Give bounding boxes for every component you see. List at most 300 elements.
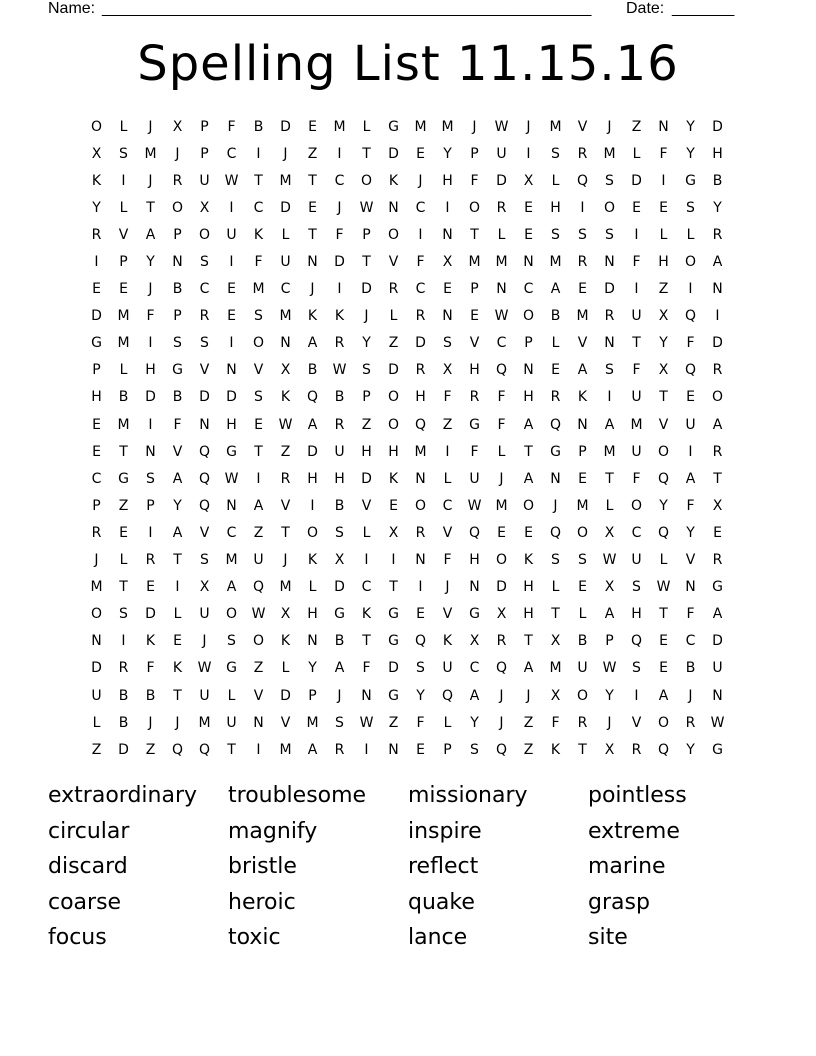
- grid-cell: X: [658, 362, 669, 379]
- grid-cell: W: [602, 552, 617, 569]
- grid-cell: Y: [416, 687, 425, 704]
- grid-cell: K: [91, 172, 102, 189]
- grid-cell: Z: [523, 741, 534, 758]
- grid-cell: S: [632, 579, 641, 596]
- grid-cell: Q: [495, 660, 508, 677]
- grid-cell: R: [91, 226, 102, 243]
- grid-cell: L: [443, 470, 452, 487]
- word-bank-item: discard: [48, 854, 128, 879]
- grid-cell: M: [441, 118, 454, 135]
- name-label: Name:: [48, 0, 96, 17]
- grid-cell: T: [308, 226, 317, 243]
- grid-cell: F: [686, 335, 695, 352]
- grid-cell: D: [496, 579, 507, 596]
- grid-cell: T: [578, 741, 587, 758]
- grid-cell: U: [577, 660, 588, 677]
- grid-cell: J: [526, 687, 531, 704]
- grid-cell: T: [308, 172, 317, 189]
- word-bank-item: extreme: [588, 818, 680, 844]
- grid-cell: Z: [253, 660, 264, 677]
- grid-cell: N: [91, 633, 102, 650]
- grid-cell: W: [494, 118, 509, 135]
- grid-cell: B: [577, 633, 588, 650]
- grid-cell: X: [442, 362, 453, 379]
- grid-cell: D: [388, 660, 399, 677]
- grid-cell: X: [199, 199, 210, 216]
- grid-cell: L: [119, 199, 128, 216]
- grid-cell: R: [415, 308, 426, 325]
- grid-cell: R: [199, 308, 210, 325]
- grid-cell: X: [172, 118, 183, 135]
- grid-cell: P: [362, 226, 371, 243]
- grid-cell: S: [551, 145, 560, 162]
- grid-cell: U: [199, 606, 210, 623]
- grid-cell: M: [117, 416, 130, 433]
- grid-cell: M: [549, 118, 562, 135]
- grid-cell: V: [442, 606, 453, 623]
- grid-cell: E: [254, 416, 263, 433]
- grid-cell: C: [631, 524, 642, 541]
- grid-cell: L: [551, 579, 560, 596]
- grid-cell: E: [686, 389, 695, 406]
- grid-cell: F: [470, 443, 479, 460]
- grid-cell: Q: [252, 579, 265, 596]
- grid-cell: I: [121, 633, 126, 650]
- grid-cell: S: [632, 660, 641, 677]
- grid-cell: G: [712, 741, 723, 758]
- grid-cell: K: [550, 741, 561, 758]
- grid-cell: T: [389, 579, 398, 596]
- grid-cell: B: [712, 172, 723, 189]
- grid-cell: O: [225, 606, 238, 623]
- grid-cell: J: [175, 714, 180, 731]
- grid-cell: R: [415, 524, 426, 541]
- grid-cell: T: [659, 389, 668, 406]
- word-bank-item: toxic: [228, 925, 281, 950]
- grid-cell: D: [280, 199, 291, 216]
- grid-cell: M: [630, 416, 643, 433]
- grid-cell: D: [199, 389, 210, 406]
- grid-cell: R: [604, 308, 615, 325]
- grid-cell: V: [577, 118, 588, 135]
- grid-cell: N: [550, 470, 561, 487]
- grid-cell: S: [686, 199, 695, 216]
- grid-cell: Z: [361, 416, 372, 433]
- grid-cell: L: [551, 335, 560, 352]
- grid-cell: S: [605, 226, 614, 243]
- grid-cell: L: [119, 362, 128, 379]
- grid-cell: F: [173, 416, 182, 433]
- grid-cell: E: [524, 199, 533, 216]
- grid-cell: J: [364, 308, 369, 325]
- grid-cell: M: [117, 308, 130, 325]
- grid-cell: J: [337, 199, 342, 216]
- grid-cell: Q: [549, 524, 562, 541]
- grid-cell: F: [497, 416, 506, 433]
- grid-cell: C: [253, 199, 264, 216]
- grid-cell: R: [577, 254, 588, 271]
- grid-cell: M: [279, 172, 292, 189]
- grid-cell: Z: [658, 281, 669, 298]
- grid-cell: S: [254, 389, 263, 406]
- grid-cell: N: [280, 335, 291, 352]
- grid-cell: I: [256, 741, 261, 758]
- grid-cell: M: [198, 714, 211, 731]
- grid-cell: N: [523, 254, 534, 271]
- grid-cell: L: [362, 524, 371, 541]
- grid-cell: Q: [657, 470, 670, 487]
- grid-cell: N: [442, 308, 453, 325]
- grid-cell: Q: [657, 524, 670, 541]
- grid-cell: C: [496, 335, 507, 352]
- grid-cell: P: [119, 254, 128, 271]
- grid-cell: Y: [686, 118, 695, 135]
- grid-cell: H: [523, 606, 534, 623]
- grid-cell: I: [688, 281, 693, 298]
- grid-cell: D: [712, 335, 723, 352]
- grid-cell: B: [334, 389, 345, 406]
- grid-cell: D: [118, 741, 129, 758]
- grid-cell: X: [712, 497, 723, 514]
- grid-cell: Q: [198, 470, 211, 487]
- grid-cell: I: [148, 335, 153, 352]
- grid-cell: E: [443, 281, 452, 298]
- grid-cell: K: [172, 660, 183, 677]
- grid-cell: O: [387, 226, 400, 243]
- grid-cell: Q: [171, 741, 184, 758]
- grid-cell: J: [310, 281, 315, 298]
- grid-cell: V: [199, 524, 210, 541]
- grid-cell: E: [524, 226, 533, 243]
- grid-cell: T: [362, 145, 371, 162]
- grid-cell: I: [445, 443, 450, 460]
- grid-cell: F: [416, 254, 425, 271]
- grid-cell: O: [198, 226, 211, 243]
- grid-cell: T: [119, 579, 128, 596]
- grid-cell: U: [253, 552, 264, 569]
- grid-cell: Y: [362, 335, 371, 352]
- grid-cell: O: [414, 497, 427, 514]
- grid-cell: M: [603, 145, 616, 162]
- name-blank-line[interactable]: _______________________________________________________: [102, 0, 592, 17]
- grid-cell: W: [467, 497, 482, 514]
- grid-cell: X: [496, 606, 507, 623]
- grid-cell: F: [146, 660, 155, 677]
- grid-cell: O: [522, 497, 535, 514]
- grid-cell: R: [712, 552, 723, 569]
- grid-cell: C: [91, 470, 102, 487]
- grid-cell: O: [360, 172, 373, 189]
- grid-cell: M: [117, 335, 130, 352]
- grid-cell: O: [90, 118, 103, 135]
- grid-cell: Z: [253, 524, 264, 541]
- grid-cell: Y: [686, 741, 695, 758]
- grid-cell: I: [229, 199, 234, 216]
- grid-cell: L: [551, 172, 560, 189]
- grid-cell: O: [252, 335, 265, 352]
- grid-cell: Q: [441, 687, 454, 704]
- grid-cell: I: [391, 552, 396, 569]
- grid-cell: R: [334, 335, 345, 352]
- grid-cell: O: [468, 199, 481, 216]
- grid-cell: U: [334, 443, 345, 460]
- grid-cell: D: [145, 606, 156, 623]
- grid-cell: D: [712, 633, 723, 650]
- grid-cell: J: [283, 552, 288, 569]
- grid-cell: N: [199, 416, 210, 433]
- grid-cell: E: [119, 281, 128, 298]
- date-blank-line[interactable]: _______: [672, 0, 735, 17]
- grid-cell: Z: [523, 714, 534, 731]
- grid-cell: C: [523, 281, 534, 298]
- word-bank-item: quake: [408, 889, 475, 915]
- grid-cell: F: [632, 470, 641, 487]
- grid-cell: C: [226, 524, 237, 541]
- grid-cell: G: [388, 633, 399, 650]
- grid-cell: S: [173, 335, 182, 352]
- grid-cell: B: [334, 497, 345, 514]
- grid-cell: V: [280, 714, 291, 731]
- grid-cell: P: [470, 145, 479, 162]
- grid-cell: A: [604, 416, 615, 433]
- grid-cell: Q: [306, 389, 319, 406]
- grid-cell: Z: [388, 335, 399, 352]
- grid-cell: S: [119, 145, 128, 162]
- grid-cell: K: [361, 606, 372, 623]
- grid-cell: I: [526, 145, 531, 162]
- grid-cell: E: [713, 524, 722, 541]
- grid-cell: L: [362, 118, 371, 135]
- grid-cell: I: [175, 579, 180, 596]
- grid-cell: E: [497, 524, 506, 541]
- grid-cell: F: [686, 606, 695, 623]
- grid-cell: K: [280, 389, 291, 406]
- grid-cell: I: [148, 524, 153, 541]
- grid-cell: O: [387, 389, 400, 406]
- grid-cell: R: [388, 281, 399, 298]
- grid-cell: C: [685, 633, 696, 650]
- grid-cell: H: [334, 470, 345, 487]
- grid-cell: A: [469, 687, 480, 704]
- grid-cell: T: [227, 741, 236, 758]
- grid-cell: I: [418, 226, 423, 243]
- grid-cell: E: [146, 579, 155, 596]
- grid-cell: V: [118, 226, 129, 243]
- grid-cell: N: [226, 497, 237, 514]
- grid-cell: V: [442, 524, 453, 541]
- grid-cell: D: [496, 172, 507, 189]
- grid-cell: Q: [414, 633, 427, 650]
- grid-cell: N: [442, 226, 453, 243]
- grid-cell: B: [118, 389, 129, 406]
- grid-cell: M: [576, 497, 589, 514]
- grid-cell: F: [497, 389, 506, 406]
- word-bank-item: grasp: [588, 889, 650, 915]
- grid-cell: D: [604, 281, 615, 298]
- grid-cell: R: [550, 389, 561, 406]
- word-bank-item: extraordinary: [48, 783, 198, 808]
- grid-cell: F: [362, 660, 371, 677]
- grid-cell: O: [252, 633, 265, 650]
- grid-cell: R: [712, 362, 723, 379]
- grid-cell: P: [92, 362, 101, 379]
- grid-cell: K: [334, 308, 345, 325]
- grid-cell: H: [658, 254, 669, 271]
- grid-cell: G: [469, 416, 480, 433]
- grid-cell: Y: [686, 524, 695, 541]
- grid-cell: I: [634, 281, 639, 298]
- grid-cell: M: [144, 145, 157, 162]
- grid-cell: I: [634, 687, 639, 704]
- grid-cell: K: [388, 470, 399, 487]
- grid-cell: M: [279, 579, 292, 596]
- grid-cell: A: [712, 254, 723, 271]
- grid-cell: C: [361, 579, 372, 596]
- grid-cell: M: [306, 714, 319, 731]
- word-bank-item: reflect: [408, 854, 479, 879]
- grid-cell: F: [659, 145, 668, 162]
- grid-cell: P: [173, 226, 182, 243]
- grid-cell: A: [604, 606, 615, 623]
- grid-cell: L: [389, 308, 398, 325]
- grid-cell: K: [442, 633, 453, 650]
- grid-cell: P: [578, 443, 587, 460]
- grid-cell: N: [145, 443, 156, 460]
- grid-cell: E: [308, 199, 317, 216]
- grid-cell: U: [631, 389, 642, 406]
- grid-cell: Q: [414, 416, 427, 433]
- grid-cell: T: [605, 470, 614, 487]
- grid-cell: B: [172, 389, 183, 406]
- grid-cell: M: [549, 254, 562, 271]
- grid-cell: O: [495, 552, 508, 569]
- grid-cell: G: [334, 606, 345, 623]
- grid-cell: Z: [145, 741, 156, 758]
- grid-cell: O: [171, 199, 184, 216]
- grid-cell: N: [172, 254, 183, 271]
- grid-cell: S: [578, 552, 587, 569]
- grid-cell: S: [200, 552, 209, 569]
- grid-cell: A: [307, 335, 318, 352]
- grid-cell: I: [715, 308, 720, 325]
- grid-cell: O: [306, 524, 319, 541]
- grid-cell: O: [576, 524, 589, 541]
- grid-cell: Q: [468, 524, 481, 541]
- grid-cell: R: [118, 660, 129, 677]
- grid-cell: C: [415, 281, 426, 298]
- grid-cell: K: [253, 226, 264, 243]
- grid-cell: U: [280, 254, 291, 271]
- grid-cell: O: [657, 443, 670, 460]
- grid-cell: X: [550, 687, 561, 704]
- grid-cell: C: [226, 145, 237, 162]
- grid-cell: I: [94, 254, 99, 271]
- grid-cell: W: [494, 308, 509, 325]
- grid-cell: I: [310, 497, 315, 514]
- grid-cell: A: [523, 416, 534, 433]
- grid-cell: Z: [388, 714, 399, 731]
- grid-cell: T: [146, 199, 155, 216]
- grid-cell: P: [173, 308, 182, 325]
- grid-cell: L: [308, 579, 317, 596]
- grid-cell: N: [226, 362, 237, 379]
- grid-cell: K: [577, 389, 588, 406]
- grid-cell: Z: [280, 443, 291, 460]
- grid-cell: T: [659, 606, 668, 623]
- grid-cell: H: [91, 389, 102, 406]
- grid-cell: I: [445, 199, 450, 216]
- grid-cell: S: [605, 172, 614, 189]
- grid-cell: F: [686, 497, 695, 514]
- word-bank-item: troublesome: [228, 783, 367, 808]
- grid-cell: H: [523, 389, 534, 406]
- grid-cell: M: [495, 497, 508, 514]
- grid-cell: Q: [198, 497, 211, 514]
- grid-cell: V: [253, 362, 264, 379]
- grid-cell: L: [686, 226, 695, 243]
- grid-cell: R: [496, 633, 507, 650]
- grid-cell: O: [711, 389, 724, 406]
- grid-cell: J: [472, 118, 477, 135]
- grid-cell: K: [145, 633, 156, 650]
- grid-cell: X: [388, 524, 399, 541]
- grid-cell: Q: [198, 741, 211, 758]
- grid-cell: I: [337, 281, 342, 298]
- grid-cell: I: [229, 254, 234, 271]
- grid-cell: E: [659, 633, 668, 650]
- grid-cell: N: [604, 335, 615, 352]
- grid-cell: G: [226, 443, 237, 460]
- grid-cell: Y: [659, 335, 668, 352]
- grid-cell: Q: [684, 362, 697, 379]
- grid-cell: T: [362, 254, 371, 271]
- grid-cell: S: [335, 524, 344, 541]
- grid-cell: Q: [576, 172, 589, 189]
- grid-cell: F: [632, 254, 641, 271]
- grid-cell: E: [578, 470, 587, 487]
- grid-cell: I: [364, 741, 369, 758]
- grid-cell: D: [415, 335, 426, 352]
- grid-cell: R: [280, 470, 291, 487]
- grid-cell: T: [632, 335, 641, 352]
- grid-cell: L: [578, 606, 587, 623]
- grid-cell: D: [280, 687, 291, 704]
- grid-cell: G: [172, 362, 183, 379]
- grid-cell: B: [253, 118, 264, 135]
- grid-cell: W: [656, 579, 671, 596]
- grid-cell: L: [659, 226, 668, 243]
- grid-cell: U: [442, 660, 453, 677]
- grid-cell: R: [712, 443, 723, 460]
- grid-cell: C: [442, 497, 453, 514]
- grid-cell: T: [254, 172, 263, 189]
- grid-cell: B: [550, 308, 561, 325]
- grid-cell: H: [550, 199, 561, 216]
- grid-cell: K: [307, 552, 318, 569]
- grid-cell: Q: [495, 362, 508, 379]
- grid-cell: A: [307, 741, 318, 758]
- grid-cell: T: [254, 443, 263, 460]
- grid-cell: M: [279, 741, 292, 758]
- grid-cell: M: [495, 254, 508, 271]
- grid-cell: O: [684, 254, 697, 271]
- grid-cell: F: [632, 362, 641, 379]
- grid-cell: P: [524, 335, 533, 352]
- grid-cell: S: [227, 633, 236, 650]
- grid-cell: A: [334, 660, 345, 677]
- grid-cell: K: [523, 552, 534, 569]
- grid-cell: O: [630, 497, 643, 514]
